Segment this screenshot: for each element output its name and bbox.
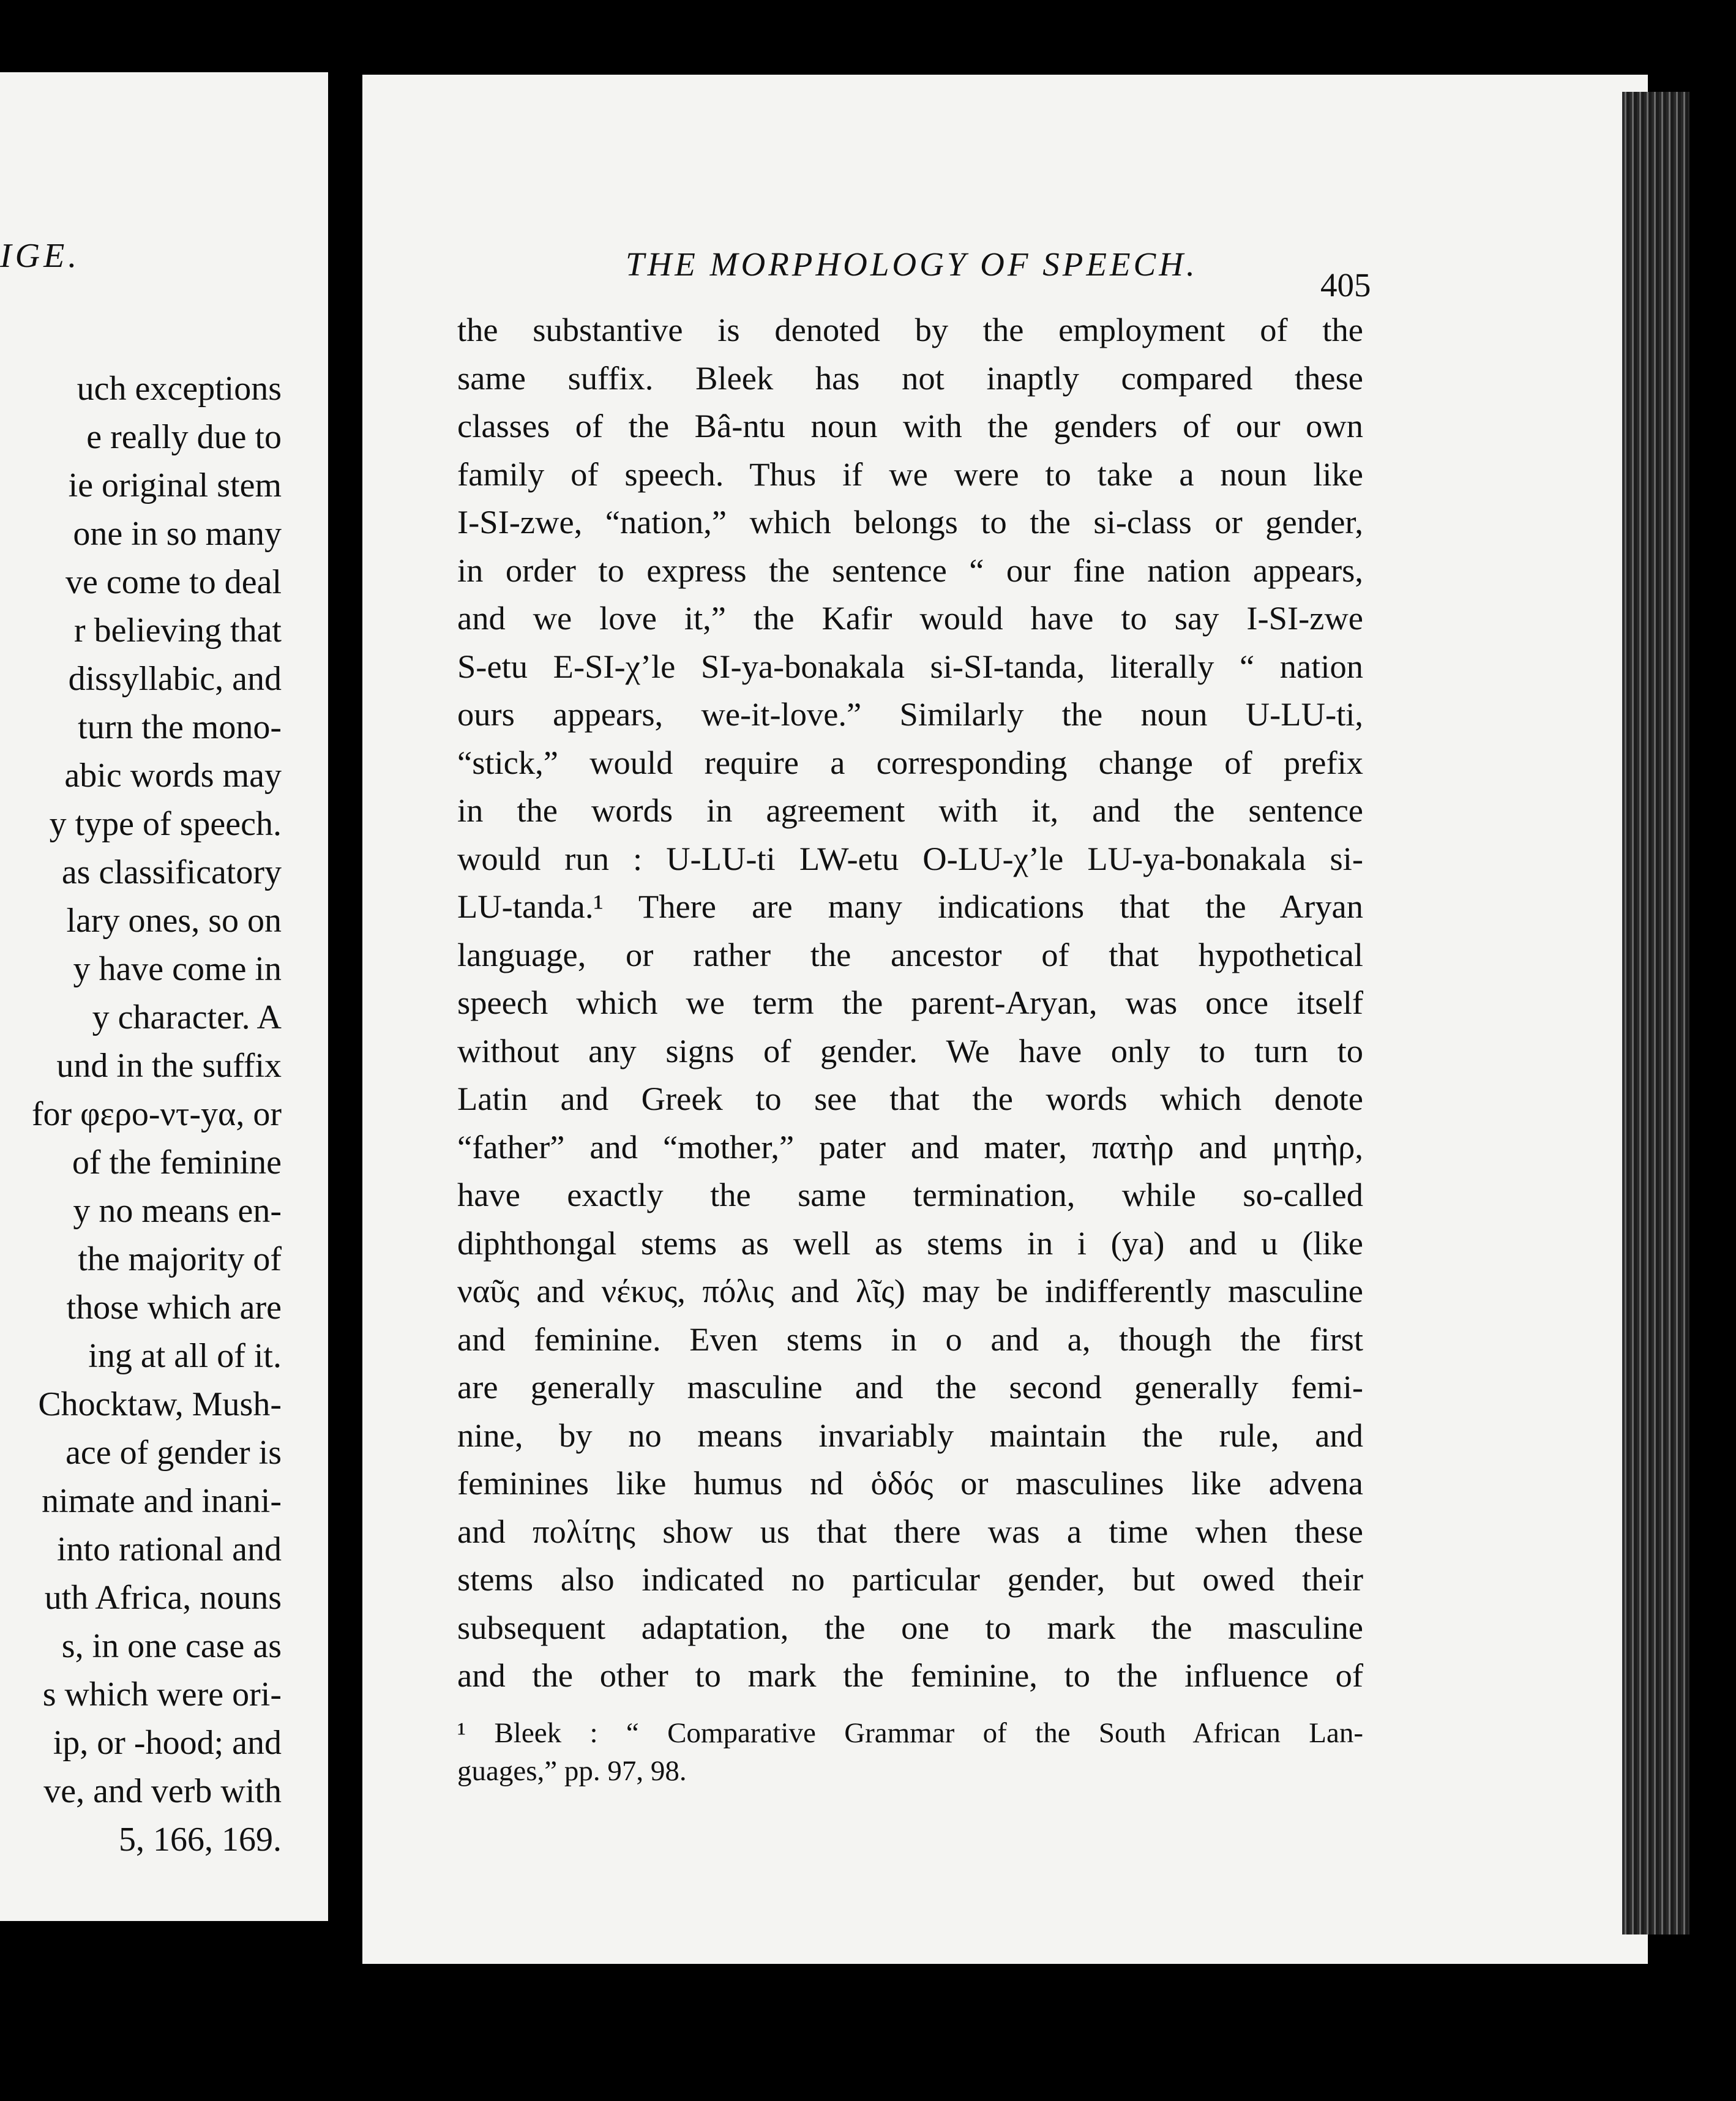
left-page bbox=[0, 72, 328, 1921]
text-line: speech which we term the parent-Aryan, was once itself bbox=[457, 984, 1363, 1021]
text-line: subsequent adaptation, the one to mark the masculine bbox=[457, 1608, 1363, 1646]
text-line: nimate and inani- bbox=[42, 1482, 282, 1520]
text-line: into rational and bbox=[56, 1530, 282, 1568]
text-line: LU-tanda.¹ There are many indications that the Aryan bbox=[457, 888, 1363, 925]
text-line: diphthongal stems as well as stems in i (ya) and u (like bbox=[457, 1224, 1363, 1262]
text-line: turn the mono- bbox=[78, 708, 282, 746]
text-line: of the feminine bbox=[72, 1144, 282, 1182]
text-line: and the other to mark the feminine, to the influence of bbox=[457, 1657, 1363, 1694]
footnote-line: guages,” pp. 97, 98. bbox=[457, 1755, 687, 1787]
text-line: nine, by no means invariably maintain the rule, and bbox=[457, 1416, 1363, 1454]
text-line: for φερο-ντ-yα, or bbox=[31, 1095, 282, 1133]
text-line: without any signs of gender. We have only to turn to bbox=[457, 1032, 1363, 1069]
text-line: uch exceptions bbox=[77, 370, 282, 408]
running-head: THE MORPHOLOGY OF SPEECH. bbox=[626, 245, 1198, 283]
text-line: y no means en- bbox=[73, 1192, 282, 1230]
text-line: ours appears, we-it-love.” Similarly the noun U-LU-ti, bbox=[457, 695, 1363, 733]
text-line: ing at all of it. bbox=[88, 1337, 282, 1375]
text-line: S-etu E-SI-χ’le SI-ya-bonakala si-SI-tanda, literally “ nation bbox=[457, 647, 1363, 685]
text-line: stems also indicated no particular gender, but owed their bbox=[457, 1560, 1363, 1598]
text-line: one in so many bbox=[73, 515, 282, 553]
body-text bbox=[457, 306, 1363, 1700]
text-line: s, in one case as bbox=[61, 1627, 282, 1665]
left-running-head: IGE. bbox=[0, 237, 81, 275]
text-line: the substantive is denoted by the employment of the bbox=[457, 311, 1363, 348]
text-line: und in the suffix bbox=[56, 1047, 282, 1085]
text-line: uth Africa, nouns bbox=[44, 1579, 282, 1617]
page-number: 405 bbox=[1320, 266, 1371, 304]
text-line: are generally masculine and the second generally femi- bbox=[457, 1368, 1363, 1406]
text-line: dissyllabic, and bbox=[68, 660, 282, 698]
footnote bbox=[457, 1714, 1363, 1790]
text-line: in order to express the sentence “ our fine nation appears, bbox=[457, 551, 1363, 589]
book-gutter bbox=[328, 0, 362, 2101]
text-line: have exactly the same termination, while so-called bbox=[457, 1176, 1363, 1213]
text-line: ve, and verb with bbox=[43, 1772, 282, 1810]
text-line: ie original stem bbox=[68, 466, 282, 504]
text-line: same suffix. Bleek has not inaptly compared these bbox=[457, 359, 1363, 397]
text-line: s which were ori- bbox=[42, 1676, 282, 1713]
text-line: I-SI-zwe, “nation,” which belongs to the si-class or gender, bbox=[457, 503, 1363, 541]
text-line: lary ones, so on bbox=[66, 902, 282, 940]
text-line: and πολίτης show us that there was a time when these bbox=[457, 1512, 1363, 1550]
text-line: would run : U-LU-ti LW-etu O-LU-χ’le LU-ya-bonakala si- bbox=[457, 839, 1363, 877]
book-page-edges bbox=[1622, 92, 1689, 1934]
text-line: classes of the Bâ-ntu noun with the genders of our own bbox=[457, 407, 1363, 444]
text-line: feminines like humus nd ὁδός or masculines like advena bbox=[457, 1464, 1363, 1502]
text-line: r believing that bbox=[73, 612, 282, 650]
text-line: and feminine. Even stems in o and a, though the first bbox=[457, 1320, 1363, 1358]
text-line: as classificatory bbox=[61, 853, 282, 891]
text-line: family of speech. Thus if we were to take a noun like bbox=[457, 455, 1363, 493]
text-line: ve come to deal bbox=[65, 563, 282, 601]
text-line: 5, 166, 169. bbox=[119, 1821, 282, 1859]
text-line: ναῦς and νέκυς, πόλις and λῖς) may be indifferently masculine bbox=[457, 1272, 1363, 1309]
right-page bbox=[362, 75, 1648, 1964]
text-line: those which are bbox=[66, 1289, 282, 1327]
left-text-block bbox=[0, 365, 282, 1864]
text-line: Chocktaw, Mush- bbox=[38, 1385, 282, 1423]
text-line: y character. A bbox=[92, 998, 282, 1036]
text-line: ip, or -hood; and bbox=[53, 1724, 282, 1762]
text-line: and we love it,” the Kafir would have to say I-SI-zwe bbox=[457, 599, 1363, 637]
text-line: “father” and “mother,” pater and mater, πατὴρ and μητὴρ, bbox=[457, 1128, 1363, 1166]
text-line: ace of gender is bbox=[65, 1434, 282, 1472]
text-line: the majority of bbox=[78, 1240, 282, 1278]
footnote-line: ¹ Bleek : “ Comparative Grammar of the South African Lan- bbox=[457, 1717, 1363, 1749]
text-line: abic words may bbox=[64, 757, 282, 795]
text-line: in the words in agreement with it, and the sentence bbox=[457, 792, 1363, 829]
text-line: e really due to bbox=[86, 418, 282, 456]
text-line: y type of speech. bbox=[49, 805, 282, 843]
text-line: y have come in bbox=[73, 950, 282, 988]
text-line: language, or rather the ancestor of that hypothetical bbox=[457, 935, 1363, 973]
text-line: Latin and Greek to see that the words which denote bbox=[457, 1080, 1363, 1117]
text-line: “stick,” would require a corresponding change of prefix bbox=[457, 743, 1363, 781]
